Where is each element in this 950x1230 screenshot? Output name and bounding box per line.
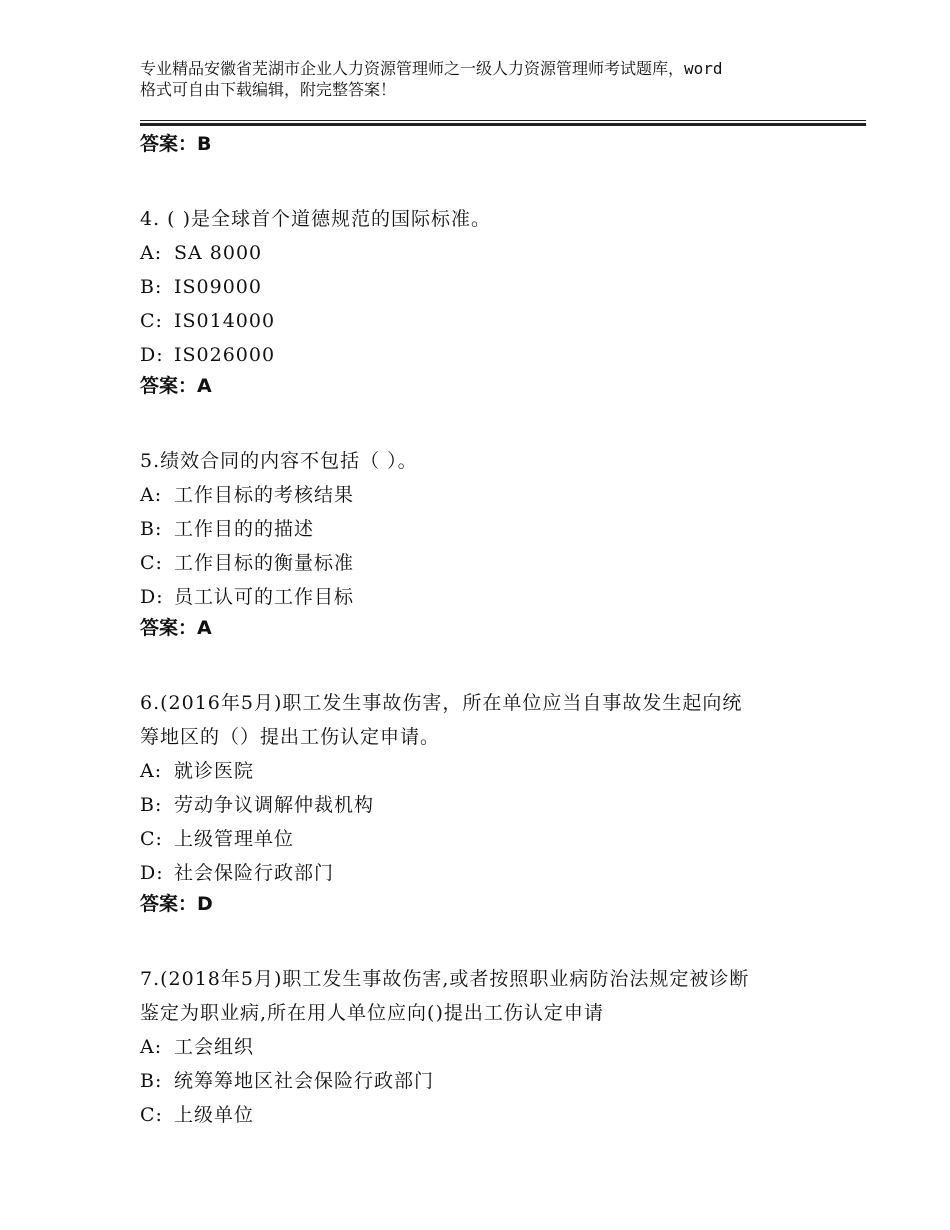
option-text: 员工认可的工作目标 [174,586,355,608]
option-label: A: [140,484,163,506]
option-label: B: [140,518,163,540]
option-text: IS014000 [174,310,276,332]
option-c [140,304,840,338]
option-b [140,512,840,546]
option-c [140,546,840,580]
option-label: D: [140,862,164,884]
option-text: 劳动争议调解仲裁机构 [174,794,375,816]
option-text: 工作目标的衡量标准 [174,552,355,574]
option-a [140,478,840,512]
option-label: C: [140,552,163,574]
option-text: 上级管理单位 [174,828,295,850]
header-line-1: 专业精品安徽省芜湖市企业人力资源管理师之一级人力资源管理师考试题库，word [140,59,723,78]
header-rule-thin [140,120,866,121]
question-7 [140,962,840,1132]
option-b [140,788,840,822]
option-label: D: [140,586,164,608]
option-text: IS026000 [174,344,276,366]
option-b [140,270,840,304]
option-d [140,856,840,890]
option-c [140,822,840,856]
question-4 [140,202,840,400]
option-label: C: [140,1104,163,1126]
option-a [140,236,840,270]
option-label: B: [140,794,163,816]
option-b [140,1064,840,1098]
option-text: 工作目的的描述 [174,518,315,540]
header-line-2: 格式可自由下载编辑，附完整答案！ [140,80,397,99]
option-text: 上级单位 [174,1104,255,1126]
question-text-line-1: 7.(2018年5月)职工发生事故伤害,或者按照职业病防治法规定被诊断 [140,968,750,990]
document-body [140,130,840,1132]
option-label: C: [140,310,163,332]
question-text-line-1: 6.(2016年5月)职工发生事故伤害，所在单位应当自事故发生起向统 [140,692,743,714]
question-text-line-2: 筹地区的（）提出工伤认定申请。 [140,726,441,748]
option-text: 工作目标的考核结果 [174,484,355,506]
option-label: D: [140,344,164,366]
option-label: A: [140,1036,163,1058]
question-text: 5.绩效合同的内容不包括（ ）。 [140,450,418,472]
option-label: A: [140,760,163,782]
option-a [140,754,840,788]
option-label: B: [140,276,163,298]
option-d [140,580,840,614]
document-header [140,58,840,100]
question-text-line-2: 鉴定为职业病,所在用人单位应向()提出工伤认定申请 [140,1002,604,1024]
option-text: 社会保险行政部门 [174,862,335,884]
option-label: A: [140,242,163,264]
previous-answer: 答案：B [140,133,212,155]
option-a [140,1030,840,1064]
answer: 答案：A [140,375,212,397]
option-text: 统筹筹地区社会保险行政部门 [174,1070,435,1092]
question-5 [140,444,840,642]
answer: 答案：D [140,893,213,915]
question-6 [140,686,840,918]
option-text: 就诊医院 [174,760,255,782]
option-label: C: [140,828,163,850]
option-label: B: [140,1070,163,1092]
header-rule-thick [140,123,866,126]
option-text: 工会组织 [174,1036,255,1058]
option-text: SA 8000 [174,242,263,264]
option-text: IS09000 [174,276,262,298]
option-d [140,338,840,372]
question-text: 4. ( )是全球首个道德规范的国际标准。 [140,208,492,230]
answer: 答案：A [140,617,212,639]
option-c [140,1098,840,1132]
